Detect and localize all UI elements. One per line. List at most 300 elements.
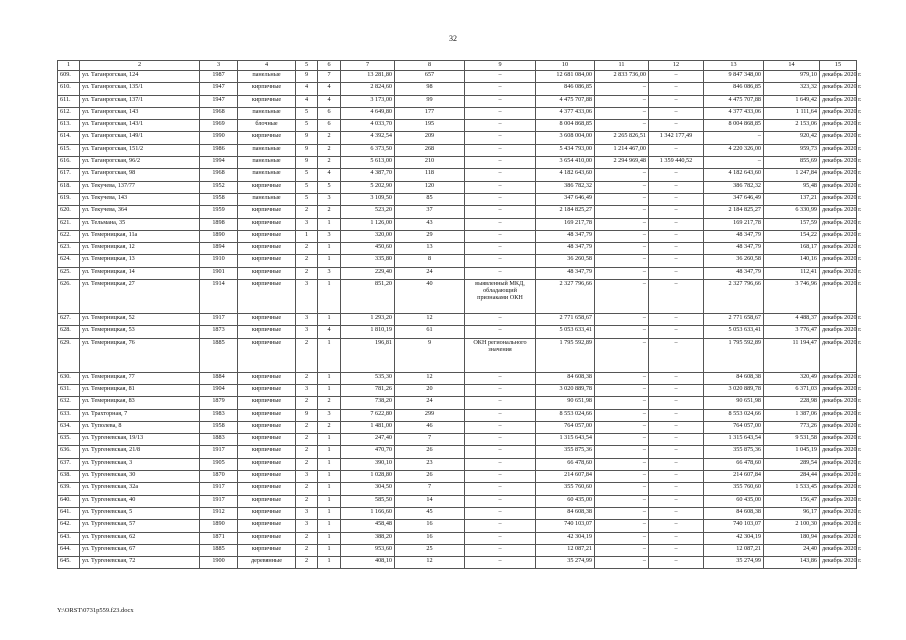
table-cell: декабрь 2020 г. — [820, 384, 857, 396]
table-cell: 8 553 024,66 — [536, 409, 595, 421]
table-cell: ул. Текучева, 143 — [80, 193, 200, 205]
table-cell: ул. Тельмана, 35 — [80, 218, 200, 230]
table-cell: 16 — [395, 532, 465, 544]
table-cell: 637. — [58, 458, 80, 470]
table-cell: 118 — [395, 169, 465, 181]
table-cell: – — [649, 193, 704, 205]
table-cell: 2 153,06 — [764, 120, 820, 132]
table-cell: 624. — [58, 255, 80, 267]
table-cell: – — [595, 384, 649, 396]
table-cell: кирпичные — [238, 507, 296, 519]
table-cell: 5 — [296, 120, 318, 132]
table-cell: – — [595, 483, 649, 495]
table-cell: 214 607,84 — [536, 471, 595, 483]
table-cell: 4 392,54 — [341, 132, 395, 144]
table-row — [58, 397, 857, 409]
table-cell: – — [649, 71, 704, 83]
table-row — [58, 120, 857, 132]
table-cell: – — [465, 120, 536, 132]
table-cell: 3 — [318, 267, 341, 279]
table-cell: 1 315 643,54 — [704, 434, 764, 446]
table-cell: – — [595, 326, 649, 338]
table-cell: 1917 — [200, 495, 238, 507]
table-cell: 1994 — [200, 157, 238, 169]
table-row — [58, 507, 857, 519]
table-cell: – — [595, 458, 649, 470]
table-cell: 2 — [296, 495, 318, 507]
column-header: 10 — [536, 61, 595, 71]
table-cell: 1 — [318, 520, 341, 532]
table-cell: ул. Таганрогская, 96/2 — [80, 157, 200, 169]
table-cell: 846 086,85 — [536, 83, 595, 95]
table-cell: кирпичные — [238, 314, 296, 326]
table-cell: 1890 — [200, 520, 238, 532]
table-cell: – — [649, 243, 704, 255]
table-cell: ул. Таганрогская, 137/1 — [80, 95, 200, 107]
table-cell: 214 607,84 — [704, 471, 764, 483]
table-cell: 347 646,49 — [536, 193, 595, 205]
table-row — [58, 520, 857, 532]
table-cell: ул. Тургеневская, 72 — [80, 557, 200, 569]
table-cell: кирпичные — [238, 495, 296, 507]
table-cell: декабрь 2020 г. — [820, 218, 857, 230]
table-cell: – — [465, 421, 536, 433]
table-row — [58, 372, 857, 384]
table-cell: декабрь 2020 г. — [820, 120, 857, 132]
table-cell: 643. — [58, 532, 80, 544]
table-cell: декабрь 2020 г. — [820, 243, 857, 255]
table-cell: кирпичные — [238, 218, 296, 230]
table-cell: 209 — [395, 132, 465, 144]
table-cell: – — [649, 144, 704, 156]
table-cell: ул. Тургеневская, 32а — [80, 483, 200, 495]
table-cell: 8 004 868,85 — [704, 120, 764, 132]
table-cell: 1952 — [200, 181, 238, 193]
table-cell: 642. — [58, 520, 80, 532]
table-cell: ул. Темерницкая, 27 — [80, 280, 200, 314]
table-cell: 8 004 868,85 — [536, 120, 595, 132]
table-cell: ул. Темерницкая, 81 — [80, 384, 200, 396]
table-cell: – — [595, 206, 649, 218]
table-cell: 2 — [318, 157, 341, 169]
column-header: 15 — [820, 61, 857, 71]
table-cell: декабрь 2020 г. — [820, 421, 857, 433]
table-cell: 2 771 658,67 — [704, 314, 764, 326]
table-cell: 5 053 633,41 — [536, 326, 595, 338]
table-cell: 43 — [395, 218, 465, 230]
column-header: 11 — [595, 61, 649, 71]
table-cell: 1969 — [200, 120, 238, 132]
table-cell: 154,22 — [764, 230, 820, 242]
table-cell: 2 824,60 — [341, 83, 395, 95]
table-cell: 9 — [296, 409, 318, 421]
table-cell: 5 202,90 — [341, 181, 395, 193]
table-cell: 16 — [395, 520, 465, 532]
table-cell: 1879 — [200, 397, 238, 409]
table-cell: 627. — [58, 314, 80, 326]
table-cell: 1990 — [200, 132, 238, 144]
table-cell: – — [649, 169, 704, 181]
table-cell: – — [595, 409, 649, 421]
table-cell: – — [595, 230, 649, 242]
table-cell: 9 — [296, 132, 318, 144]
table-cell: – — [465, 169, 536, 181]
table-cell: – — [649, 181, 704, 193]
table-cell: 1983 — [200, 409, 238, 421]
table-cell: 40 — [395, 280, 465, 314]
header-row — [58, 61, 857, 71]
table-cell: декабрь 2020 г. — [820, 107, 857, 119]
table-cell: декабрь 2020 г. — [820, 255, 857, 267]
table-cell: 626. — [58, 280, 80, 314]
table-cell: кирпичные — [238, 267, 296, 279]
table-cell: – — [595, 181, 649, 193]
table-cell: 2 — [296, 267, 318, 279]
table-cell: декабрь 2020 г. — [820, 169, 857, 181]
table-cell: 1 — [318, 314, 341, 326]
table-cell: кирпичные — [238, 326, 296, 338]
table-cell: 4 475 707,88 — [536, 95, 595, 107]
table-cell: 846 086,85 — [704, 83, 764, 95]
table-cell: 48 347,79 — [536, 267, 595, 279]
column-header: 13 — [704, 61, 764, 71]
table-cell: 3 — [296, 471, 318, 483]
table-cell: 639. — [58, 483, 80, 495]
table-cell: 8 — [395, 255, 465, 267]
table-cell: декабрь 2020 г. — [820, 144, 857, 156]
table-cell: 120 — [395, 181, 465, 193]
table-cell: 99 — [395, 95, 465, 107]
table-cell: 1 — [318, 471, 341, 483]
table-cell: 6 330,99 — [764, 206, 820, 218]
table-cell: 3 — [318, 409, 341, 421]
table-cell: 636. — [58, 446, 80, 458]
table-cell: 29 — [395, 230, 465, 242]
table-cell: декабрь 2020 г. — [820, 280, 857, 314]
table-cell: 1 — [318, 495, 341, 507]
file-path-footer: Y:\ORST\0731p559.f23.docx — [57, 607, 134, 614]
table-cell: – — [465, 397, 536, 409]
table-cell: – — [465, 243, 536, 255]
table-row — [58, 471, 857, 483]
table-cell: 3 020 889,78 — [704, 384, 764, 396]
table-cell: 355 760,60 — [536, 483, 595, 495]
table-cell: 4 649,80 — [341, 107, 395, 119]
table-cell: 96,17 — [764, 507, 820, 519]
table-cell: – — [649, 409, 704, 421]
table-cell: – — [595, 557, 649, 569]
table-cell: 247,40 — [341, 434, 395, 446]
table-cell: – — [649, 230, 704, 242]
table-cell: 629. — [58, 338, 80, 372]
table-cell: 764 057,00 — [704, 421, 764, 433]
table-cell: 979,10 — [764, 71, 820, 83]
table-cell: 632. — [58, 397, 80, 409]
table-cell: 304,50 — [341, 483, 395, 495]
column-header: 3 — [200, 61, 238, 71]
table-cell: 2 833 736,00 — [595, 71, 649, 83]
table-cell: 3 — [296, 314, 318, 326]
table-cell: 3 109,50 — [341, 193, 395, 205]
table-cell: 781,26 — [341, 384, 395, 396]
table-cell: – — [465, 326, 536, 338]
table-cell: 299 — [395, 409, 465, 421]
table-cell: декабрь 2020 г. — [820, 409, 857, 421]
table-cell: 2 184 825,27 — [704, 206, 764, 218]
table-cell: 355 760,60 — [704, 483, 764, 495]
table-cell: 1 649,42 — [764, 95, 820, 107]
table-cell: ул. Тургеневская, 62 — [80, 532, 200, 544]
table-cell: 1 293,20 — [341, 314, 395, 326]
table-cell: 7 — [318, 71, 341, 83]
table-cell: – — [465, 83, 536, 95]
table-cell: 84 608,38 — [704, 507, 764, 519]
registry-table-container — [57, 60, 862, 569]
table-cell: кирпичные — [238, 95, 296, 107]
table-cell: 3 — [296, 384, 318, 396]
table-cell: кирпичные — [238, 483, 296, 495]
table-cell: – — [595, 169, 649, 181]
table-row — [58, 532, 857, 544]
table-cell: 1 — [318, 338, 341, 372]
table-cell: кирпичные — [238, 338, 296, 372]
table-cell: 5 434 793,00 — [536, 144, 595, 156]
table-cell: 1986 — [200, 144, 238, 156]
table-cell: 2 — [296, 557, 318, 569]
table-cell: кирпичные — [238, 397, 296, 409]
table-cell: 2 771 658,67 — [536, 314, 595, 326]
table-cell: – — [649, 267, 704, 279]
table-cell: – — [595, 255, 649, 267]
table-cell: кирпичные — [238, 520, 296, 532]
table-cell: 386 782,32 — [536, 181, 595, 193]
table-cell: 773,26 — [764, 421, 820, 433]
table-cell: 90 651,98 — [704, 397, 764, 409]
table-cell: 1883 — [200, 434, 238, 446]
table-cell: 3 — [296, 520, 318, 532]
table-cell: 618. — [58, 181, 80, 193]
table-cell: 2 — [296, 421, 318, 433]
column-header: 12 — [649, 61, 704, 71]
table-cell: кирпичные — [238, 181, 296, 193]
table-cell: 24 — [395, 397, 465, 409]
table-cell: – — [649, 397, 704, 409]
table-cell: 48 347,79 — [536, 243, 595, 255]
table-cell: – — [465, 446, 536, 458]
table-cell: ул. Темерницкая, 52 — [80, 314, 200, 326]
table-cell: 953,60 — [341, 544, 395, 556]
column-header: 7 — [341, 61, 395, 71]
table-cell: 14 — [395, 495, 465, 507]
table-cell: декабрь 2020 г. — [820, 95, 857, 107]
table-cell: 1 — [318, 483, 341, 495]
table-cell: – — [595, 243, 649, 255]
table-cell: – — [465, 544, 536, 556]
table-row — [58, 107, 857, 119]
table-cell: декабрь 2020 г. — [820, 458, 857, 470]
table-cell: 4 220 326,00 — [704, 144, 764, 156]
table-cell: панельные — [238, 71, 296, 83]
table-cell: – — [649, 280, 704, 314]
table-cell: кирпичные — [238, 544, 296, 556]
table-cell: панельные — [238, 144, 296, 156]
table-cell: ул. Темерницкая, 77 — [80, 372, 200, 384]
table-cell: 764 057,00 — [536, 421, 595, 433]
table-cell: 4 — [318, 169, 341, 181]
table-cell: ул. Таганрогская, 143/1 — [80, 120, 200, 132]
registry-table — [57, 60, 862, 569]
table-cell: блочные — [238, 120, 296, 132]
table-cell: 1 — [318, 557, 341, 569]
table-cell: 1 045,19 — [764, 446, 820, 458]
table-cell: 458,48 — [341, 520, 395, 532]
table-cell: 347 646,49 — [704, 193, 764, 205]
table-cell: 1 — [318, 434, 341, 446]
table-row — [58, 544, 857, 556]
table-row — [58, 181, 857, 193]
table-cell: – — [649, 372, 704, 384]
table-cell: 6 — [318, 120, 341, 132]
table-cell: 2 327 796,66 — [536, 280, 595, 314]
table-cell: 140,16 — [764, 255, 820, 267]
table-cell: 4 377 433,06 — [704, 107, 764, 119]
table-cell: кирпичные — [238, 255, 296, 267]
table-row — [58, 280, 857, 314]
table-cell: 4 377 433,06 — [536, 107, 595, 119]
table-cell: 1 — [318, 243, 341, 255]
table-cell: выявленный МКД, обладающий признаками ОКН — [465, 280, 536, 314]
table-cell: 1 — [318, 507, 341, 519]
table-cell: 386 782,32 — [704, 181, 764, 193]
table-cell: декабрь 2020 г. — [820, 471, 857, 483]
table-cell: – — [595, 83, 649, 95]
table-cell: декабрь 2020 г. — [820, 397, 857, 409]
table-cell: 2 — [318, 421, 341, 433]
table-cell: – — [649, 532, 704, 544]
table-cell: – — [595, 267, 649, 279]
table-cell: 4 033,70 — [341, 120, 395, 132]
table-cell: 535,30 — [341, 372, 395, 384]
table-cell: – — [595, 520, 649, 532]
table-cell: 13 — [395, 243, 465, 255]
table-cell: – — [465, 255, 536, 267]
table-cell: – — [595, 107, 649, 119]
table-cell: 3 776,47 — [764, 326, 820, 338]
table-cell: 657 — [395, 71, 465, 83]
table-row — [58, 230, 857, 242]
table-row — [58, 83, 857, 95]
table-cell: декабрь 2020 г. — [820, 372, 857, 384]
table-cell: 137,21 — [764, 193, 820, 205]
table-cell: 1 — [318, 218, 341, 230]
table-cell: декабрь 2020 г. — [820, 446, 857, 458]
table-cell: ул. Темерницкая, 83 — [80, 397, 200, 409]
table-cell: 3 746,96 — [764, 280, 820, 314]
table-cell: ул. Таганрогская, 124 — [80, 71, 200, 83]
table-cell: 1 — [318, 255, 341, 267]
table-cell: декабрь 2020 г. — [820, 206, 857, 218]
table-cell: 2 — [296, 458, 318, 470]
table-cell: 619. — [58, 193, 80, 205]
table-cell: 634. — [58, 421, 80, 433]
table-cell: 66 478,60 — [536, 458, 595, 470]
table-cell: 229,40 — [341, 267, 395, 279]
table-cell: 196,81 — [341, 338, 395, 372]
table-cell: 268 — [395, 144, 465, 156]
table-cell: ул. Тургеневская, 5 — [80, 507, 200, 519]
table-cell: – — [704, 132, 764, 144]
table-cell: панельные — [238, 193, 296, 205]
table-cell: 84 608,38 — [704, 372, 764, 384]
table-cell: 611. — [58, 95, 80, 107]
table-cell: декабрь 2020 г. — [820, 532, 857, 544]
table-cell: – — [595, 314, 649, 326]
table-row — [58, 495, 857, 507]
table-cell: 616. — [58, 157, 80, 169]
table-cell: 1910 — [200, 255, 238, 267]
table-cell: 1947 — [200, 83, 238, 95]
table-cell: панельные — [238, 169, 296, 181]
column-header: 2 — [80, 61, 200, 71]
table-cell: 2 — [318, 206, 341, 218]
table-cell: – — [465, 520, 536, 532]
table-cell: – — [465, 483, 536, 495]
table-cell: 3 608 004,00 — [536, 132, 595, 144]
table-cell: 85 — [395, 193, 465, 205]
table-cell: ул. Таганрогская, 151/2 — [80, 144, 200, 156]
table-cell: 25 — [395, 544, 465, 556]
table-cell: 12 087,21 — [704, 544, 764, 556]
table-cell: 2 294 969,48 — [595, 157, 649, 169]
table-cell: – — [595, 397, 649, 409]
table-row — [58, 193, 857, 205]
table-cell: 3 020 889,78 — [536, 384, 595, 396]
table-cell: 61 — [395, 326, 465, 338]
table-cell: – — [465, 230, 536, 242]
table-cell: 610. — [58, 83, 80, 95]
table-cell: – — [465, 314, 536, 326]
table-cell: 355 875,36 — [536, 446, 595, 458]
table-cell: – — [465, 157, 536, 169]
table-cell: – — [465, 532, 536, 544]
table-cell: – — [649, 483, 704, 495]
table-cell: – — [465, 193, 536, 205]
table-cell: 2 100,30 — [764, 520, 820, 532]
table-cell: ул. Тургеневская, 19/13 — [80, 434, 200, 446]
table-cell: 3 — [296, 326, 318, 338]
table-cell: – — [649, 338, 704, 372]
table-cell: 615. — [58, 144, 80, 156]
table-cell: 5 — [296, 107, 318, 119]
table-cell: 4 — [318, 83, 341, 95]
table-cell: 633. — [58, 409, 80, 421]
table-cell: 48 347,79 — [704, 267, 764, 279]
table-cell: декабрь 2020 г. — [820, 507, 857, 519]
table-cell: 523,20 — [341, 206, 395, 218]
table-cell: 625. — [58, 267, 80, 279]
table-cell: 631. — [58, 384, 80, 396]
table-cell: 1 111,64 — [764, 107, 820, 119]
table-cell: ул. Туполева, 8 — [80, 421, 200, 433]
table-cell: 143,86 — [764, 557, 820, 569]
table-cell: 2 — [296, 434, 318, 446]
table-cell: декабрь 2020 г. — [820, 338, 857, 372]
table-cell: кирпичные — [238, 421, 296, 433]
table-cell: 1912 — [200, 507, 238, 519]
table-cell: – — [649, 544, 704, 556]
table-cell: 9 — [296, 71, 318, 83]
table-cell: – — [465, 132, 536, 144]
